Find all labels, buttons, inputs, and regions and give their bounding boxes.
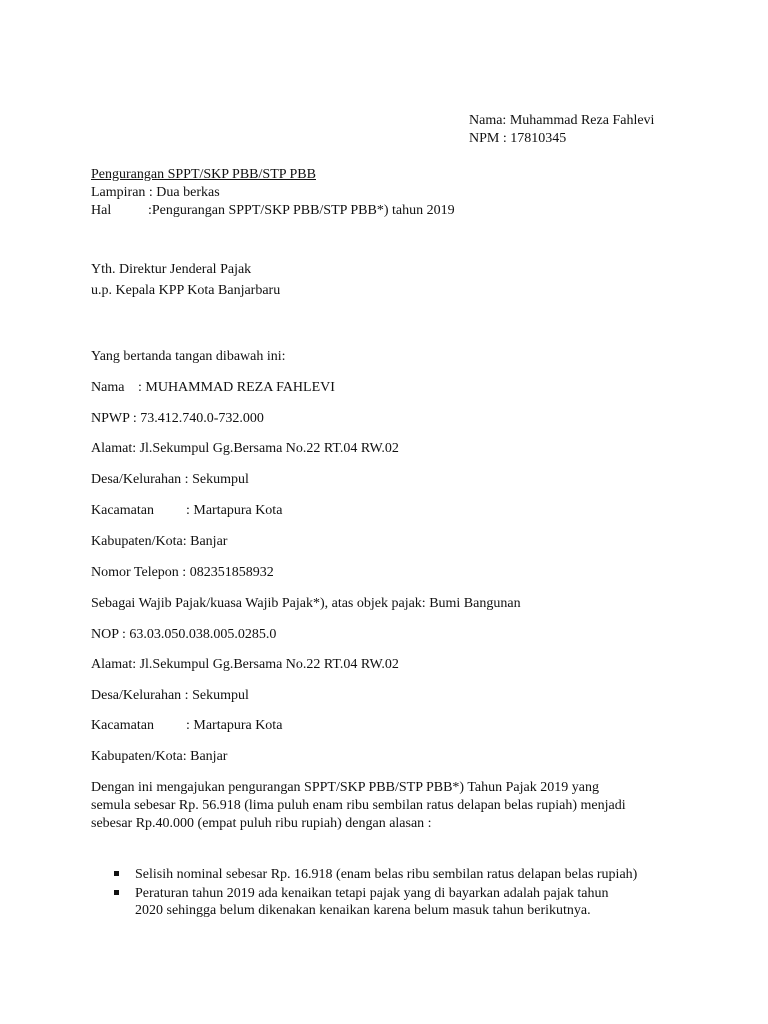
kecamatan-value: : Martapura Kota <box>186 503 283 518</box>
intro-text: Yang bertanda tangan dibawah ini: <box>91 349 286 364</box>
object-kecamatan-value: : Martapura Kota <box>186 718 283 733</box>
header-npm: NPM : 17810345 <box>469 131 567 146</box>
recipient-line-1: Yth. Direktur Jenderal Pajak <box>91 262 252 277</box>
hal-value: :Pengurangan SPPT/SKP PBB/STP PBB*) tahun 2019 <box>148 203 455 218</box>
object-intro: Sebagai Wajib Pajak/kuasa Wajib Pajak*), atas objek pajak: Bumi Bangunan <box>91 596 521 611</box>
taxpayer-kecamatan <box>91 502 282 519</box>
taxpayer-kabupaten: Kabupaten/Kota: Banjar <box>91 534 228 549</box>
hal-line <box>91 202 455 219</box>
object-alamat: Alamat: Jl.Sekumpul Gg.Bersama No.22 RT.04 RW.02 <box>91 657 399 672</box>
recipient-line-2: u.p. Kepala KPP Kota Banjarbaru <box>91 283 281 298</box>
list-item <box>114 885 714 919</box>
reasons-list <box>114 866 714 919</box>
hal-label: Hal <box>91 203 112 218</box>
request-line-1: Dengan ini mengajukan pengurangan SPPT/SKP PBB/STP PBB*) Tahun Pajak 2019 yang <box>91 780 599 795</box>
lampiran-line <box>91 184 220 201</box>
object-desa: Desa/Kelurahan : Sekumpul <box>91 688 249 703</box>
subject-title: Pengurangan SPPT/SKP PBB/STP PBB <box>91 167 316 182</box>
request-line-3: sebesar Rp.40.000 (empat puluh ribu rupiah) dengan alasan : <box>91 816 432 831</box>
nama-value: : MUHAMMAD REZA FAHLEVI <box>138 380 335 395</box>
reason-text: Selisih nominal sebesar Rp. 16.918 (enam belas ribu sembilan ratus delapan belas rupiah) <box>135 867 638 882</box>
kecamatan-label: Kacamatan <box>91 503 154 518</box>
taxpayer-telepon: Nomor Telepon : 082351858932 <box>91 565 274 580</box>
reason-text: Peraturan tahun 2019 ada kenaikan tetapi pajak yang di bayarkan adalah pajak tahun <box>135 886 609 901</box>
bullet-icon <box>114 890 119 895</box>
bullet-icon <box>114 871 119 876</box>
list-item <box>114 866 714 883</box>
object-kabupaten: Kabupaten/Kota: Banjar <box>91 749 228 764</box>
header-name: Nama: Muhammad Reza Fahlevi <box>469 113 655 128</box>
object-kecamatan <box>91 717 282 734</box>
taxpayer-npwp: NPWP : 73.412.740.0-732.000 <box>91 411 264 426</box>
object-nop: NOP : 63.03.050.038.005.0285.0 <box>91 627 277 642</box>
reason-text-continued: 2020 sehingga belum dikenakan kenaikan karena belum masuk tahun berikutnya. <box>135 903 591 918</box>
request-line-2: semula sebesar Rp. 56.918 (lima puluh enam ribu sembilan ratus delapan belas rupiah) menjadi <box>91 798 626 813</box>
taxpayer-alamat: Alamat: Jl.Sekumpul Gg.Bersama No.22 RT.04 RW.02 <box>91 441 399 456</box>
object-kecamatan-label: Kacamatan <box>91 718 154 733</box>
lampiran-value: : Dua berkas <box>148 185 220 200</box>
lampiran-label: Lampiran <box>91 185 146 200</box>
taxpayer-desa: Desa/Kelurahan : Sekumpul <box>91 472 249 487</box>
taxpayer-nama <box>91 379 335 396</box>
nama-label: Nama <box>91 380 125 395</box>
